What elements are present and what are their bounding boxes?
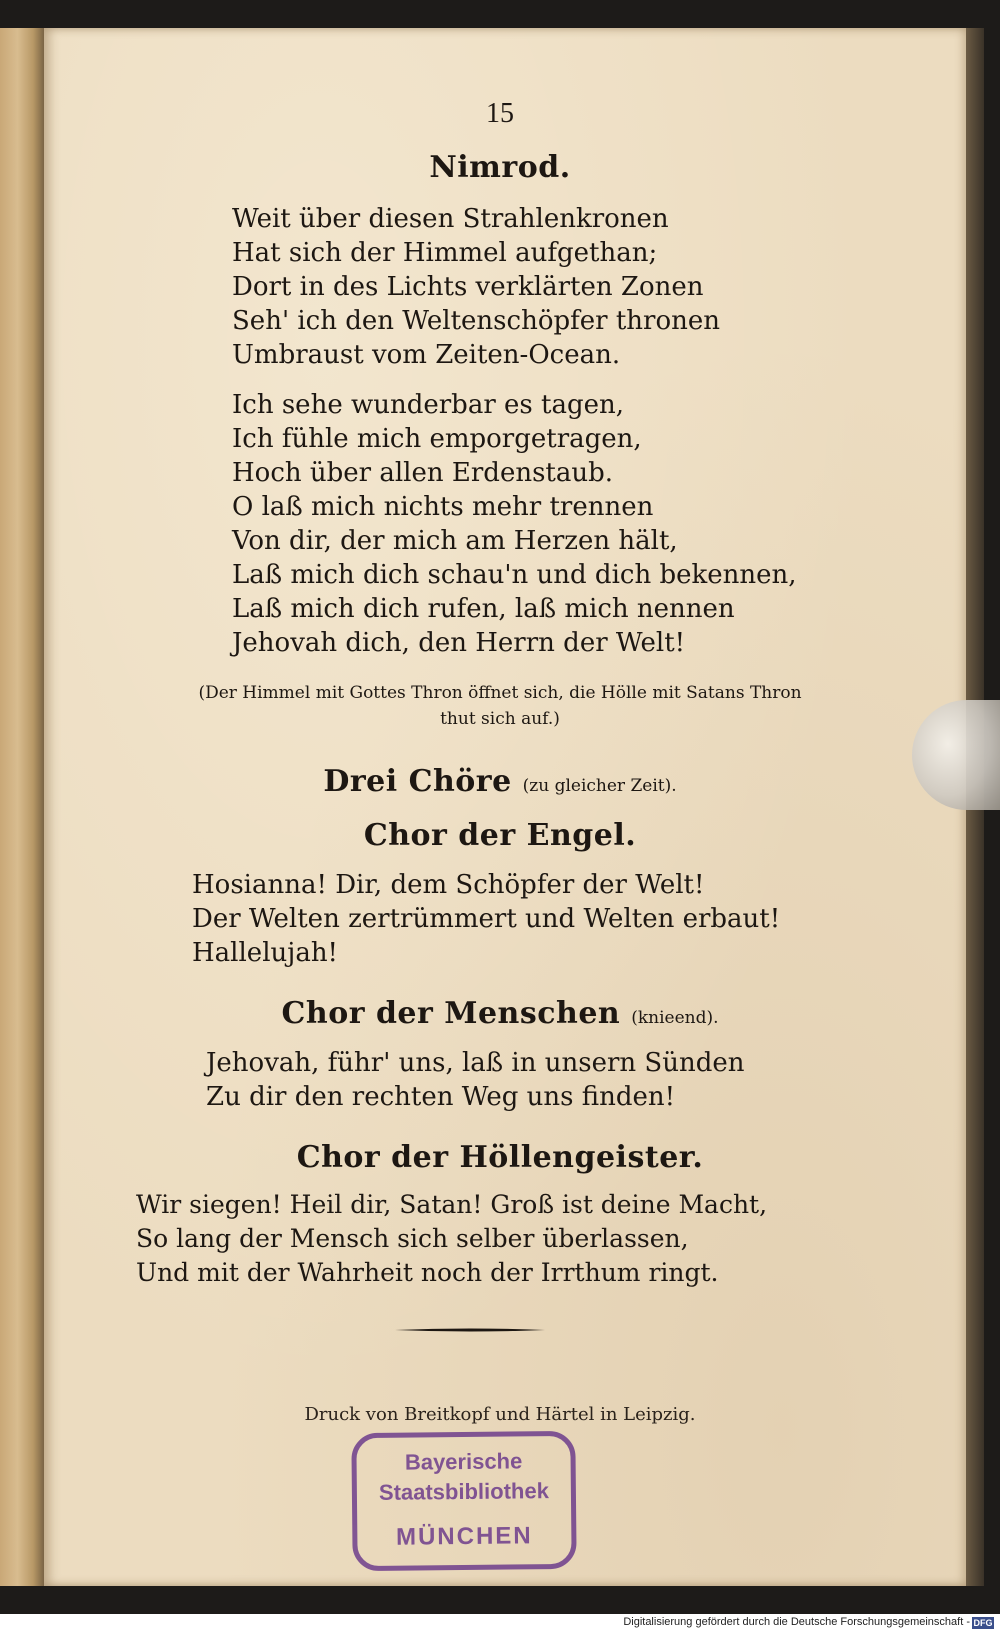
drei-choere-heading [0, 764, 1000, 799]
verse-line: Zu dir den rechten Weg uns finden! [206, 1082, 676, 1112]
chor-menschen-lines [206, 1046, 745, 1114]
verse-line: Wir siegen! Heil dir, Satan! Groß ist deine Macht, [136, 1190, 768, 1219]
drei-choere-note: (zu gleicher Zeit). [522, 776, 677, 796]
verse-line: Weit über diesen Strahlenkronen [232, 204, 669, 234]
verse-line: Seh' ich den Weltenschöpfer thronen [232, 306, 720, 336]
stamp-line: Bayerische [404, 1448, 523, 1475]
verse-line: So lang der Mensch sich selber überlassen, [136, 1224, 689, 1253]
library-stamp [351, 1431, 576, 1571]
stamp-line: Staatsbibliothek [378, 1478, 549, 1505]
chor-menschen-heading [0, 996, 1000, 1031]
verse-line: Umbraust vom Zeiten-Ocean. [232, 340, 621, 370]
ornamental-rule [395, 1328, 545, 1332]
nimrod-heading: Nimrod. [429, 150, 571, 185]
verse-line: Dort in des Lichts verklärten Zonen [232, 272, 704, 302]
stage-direction-line: (Der Himmel mit Gottes Thron öffnet sich, die Hölle mit Satans Thron [198, 683, 802, 703]
page-number: 15 [486, 98, 514, 129]
verse-line: Der Welten zertrümmert und Welten erbaut! [192, 904, 781, 934]
printer-imprint: Druck von Breitkopf und Härtel in Leipzig. [304, 1404, 696, 1425]
verse-line: Und mit der Wahrheit noch der Irrthum ringt. [136, 1258, 719, 1287]
verse-line: Hat sich der Himmel aufgethan; [232, 238, 658, 268]
stage-direction-line: thut sich auf.) [440, 709, 560, 729]
chor-engel-heading: Chor der Engel. [363, 818, 637, 853]
chor-menschen-title: Chor der Menschen [281, 996, 621, 1031]
verse-line: Hosianna! Dir, dem Schöpfer der Welt! [192, 870, 705, 900]
verse-line: Ich fühle mich emporgetragen, [232, 424, 642, 454]
dfg-logo: DFG [973, 1618, 993, 1628]
chor-engel-lines [192, 868, 780, 970]
chor-hoelle-lines [136, 1188, 767, 1290]
chor-hoelle-heading: Chor der Höllengeister. [296, 1140, 704, 1175]
verse-line: Jehovah dich, den Herrn der Welt! [232, 628, 686, 658]
book-spine-edge [0, 28, 44, 1586]
verse-line: Hallelujah! [192, 938, 339, 968]
verse-line: Laß mich dich rufen, laß mich nennen [232, 594, 735, 624]
nimrod-verse-1 [232, 202, 720, 372]
verse-line: O laß mich nichts mehr trennen [232, 492, 654, 522]
drei-choere-title: Drei Chöre [323, 764, 512, 799]
verse-line: Laß mich dich schau'n und dich bekennen, [232, 560, 797, 590]
verse-line: Ich sehe wunderbar es tagen, [232, 390, 624, 420]
nimrod-verse-2 [232, 388, 797, 660]
chor-menschen-note: (knieend). [631, 1008, 719, 1028]
footer-credit: Digitalisierung gefördert durch die Deutsche Forschungsgemeinschaft - [623, 1616, 970, 1628]
stamp-line: MÜNCHEN [395, 1522, 533, 1551]
verse-line: Von dir, der mich am Herzen hält, [232, 526, 678, 556]
verse-line: Jehovah, führ' uns, laß in unsern Sünden [206, 1048, 745, 1078]
verse-line: Hoch über allen Erdenstaub. [232, 458, 614, 488]
stage-direction [130, 680, 870, 732]
